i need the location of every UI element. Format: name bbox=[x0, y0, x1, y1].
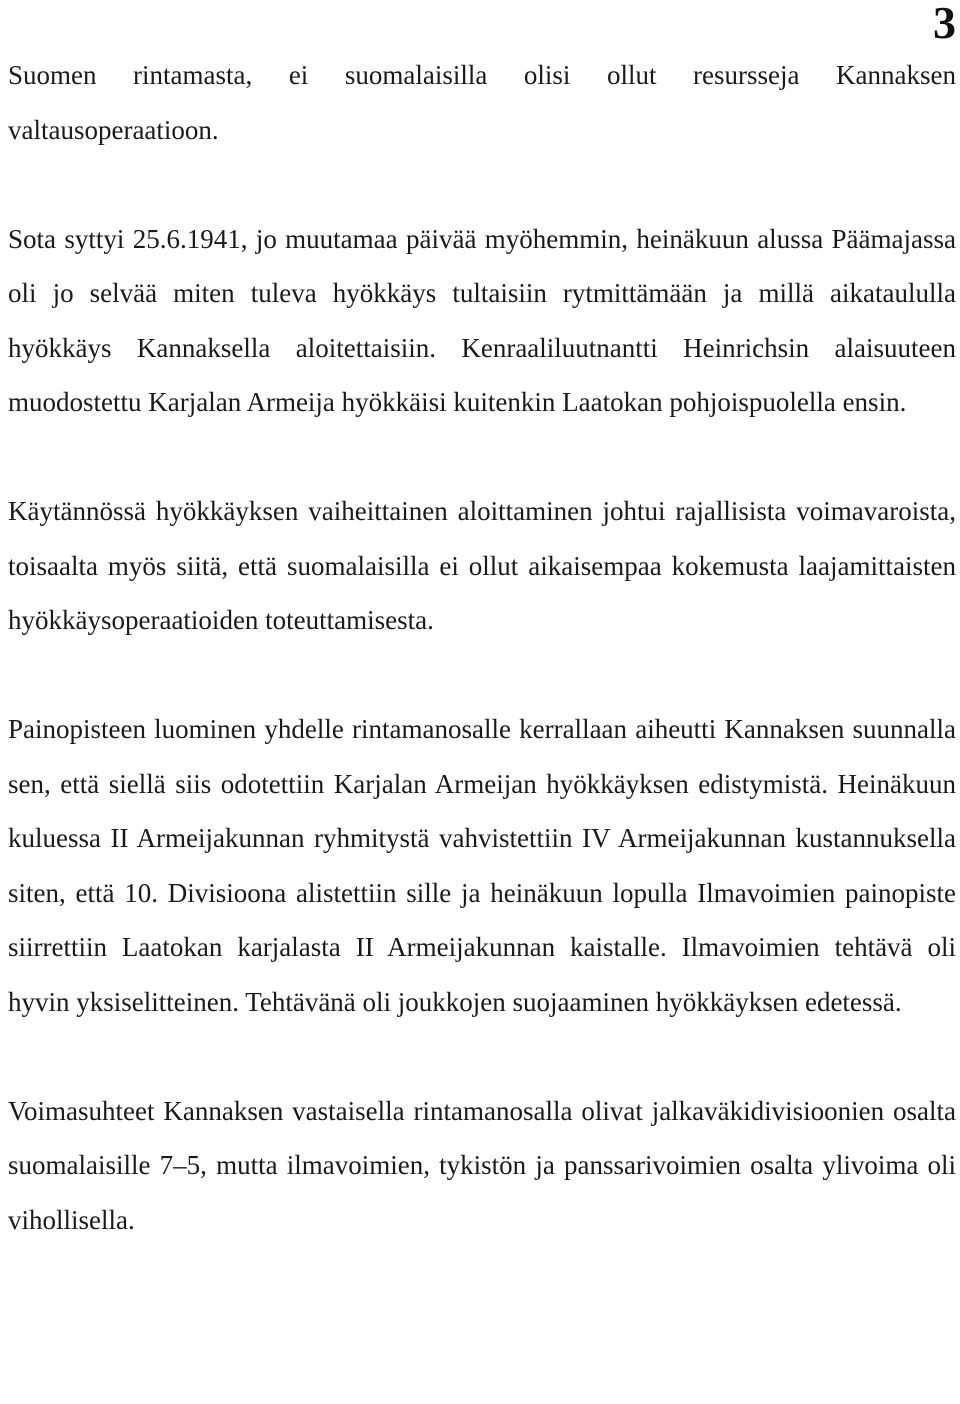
paragraph-1: Suomen rintamasta, ei suomalaisilla olisi ollut resursseja Kannaksen valtausoperaatioon. bbox=[8, 60, 956, 145]
page-number: 3 bbox=[933, 0, 956, 48]
paragraph-2: Sota syttyi 25.6.1941, jo muutamaa päivää myöhemmin, heinäkuun alussa Päämajassa oli jo selvää miten tuleva hyökkäys tultaisiin rytmittämään ja millä aikataululla hyökkäys Kannaksella aloitettaisiin. Kenraaliluutnantti Heinrichsin alaisuuteen muodostettu Karjalan Armeija hyökkäisi kuitenkin Laatokan pohjoispuolella ensin. bbox=[8, 223, 956, 417]
paragraph-3: Käytännössä hyökkäyksen vaiheittainen aloittaminen johtui rajallisista voimavaroista, toisaalta myös siitä, että suomalaisilla ei ollut aikaisempaa kokemusta laajamittaisten hyökkäysoperaatioiden toteuttamisesta. bbox=[8, 496, 956, 635]
body-text bbox=[8, 48, 956, 1247]
paragraph-4: Painopisteen luominen yhdelle rintamanosalle kerrallaan aiheutti Kannaksen suunnalla sen, että siellä siis odotettiin Karjalan Armeijan hyökkäyksen edistymistä. Heinäkuun kuluessa II Armeijakunnan ryhmitystä vahvistettiin IV Armeijakunnan kustannuksella siten, että 10. Divisioona alistettiin sille ja heinäkuun lopulla Ilmavoimien painopiste siirrettiin Laatokan karjalasta II Armeijakunnan kaistalle. Ilmavoimien tehtävä oli hyvin yksiselitteinen. Tehtävänä oli joukkojen suojaaminen hyökkäyksen edetessä. bbox=[8, 714, 956, 1017]
paragraph-5: Voimasuhteet Kannaksen vastaisella rintamanosalla olivat jalkaväkidivisioonien osalta suomalaisille 7–5, mutta ilmavoimien, tykistön ja panssarivoimien osalta ylivoima oli vihollisella. bbox=[8, 1095, 956, 1235]
